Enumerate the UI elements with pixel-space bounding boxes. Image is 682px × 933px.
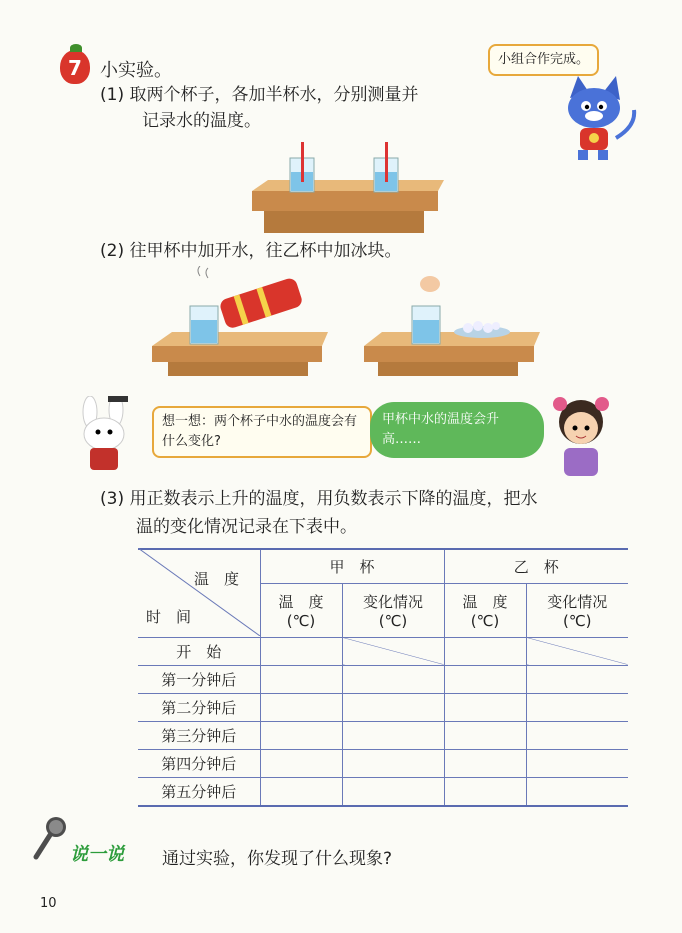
table-cell xyxy=(444,693,526,721)
section-number: 7 xyxy=(68,56,82,80)
cat-mascot-icon xyxy=(556,76,640,166)
step-1-line2: 记录水的温度。 xyxy=(142,111,261,131)
table-cell xyxy=(260,749,342,777)
step-3-line2: 温的变化情况记录在下表中。 xyxy=(136,517,357,537)
corner-bottom-label: 时 间 xyxy=(146,608,192,626)
table-cell xyxy=(526,749,628,777)
table-cell xyxy=(526,721,628,749)
table-cell xyxy=(342,665,444,693)
table-cell xyxy=(342,721,444,749)
subheader-name: 温 度 xyxy=(278,592,324,611)
subheader-unit: (℃) xyxy=(378,611,408,630)
temperature-record-table xyxy=(138,548,628,806)
subheader-unit: (℃) xyxy=(470,611,500,630)
hot-water-and-ice-illustration xyxy=(142,266,542,386)
group-work-bubble: 小组合作完成。 xyxy=(488,44,599,76)
microphone-icon xyxy=(30,815,70,860)
strawberry-leaf-icon xyxy=(70,44,82,52)
step-label: (1) xyxy=(100,85,125,105)
step-1 xyxy=(100,82,419,108)
table-cell xyxy=(444,749,526,777)
subheader-name: 变化情况 xyxy=(547,592,608,611)
data-table xyxy=(138,548,628,807)
table-cell xyxy=(260,637,342,665)
rabbit-mascot-icon xyxy=(72,396,138,476)
table-row xyxy=(138,693,628,721)
table-row xyxy=(138,749,628,777)
table-cell xyxy=(260,721,342,749)
table-cell xyxy=(526,693,628,721)
two-cups-on-table-illustration xyxy=(238,136,448,236)
table-row xyxy=(138,777,628,806)
row-label: 第二分钟后 xyxy=(138,693,260,721)
table-cell xyxy=(260,777,342,806)
table-corner-header xyxy=(138,549,260,637)
table-row xyxy=(138,637,628,665)
table-cell xyxy=(444,721,526,749)
table-cell xyxy=(342,749,444,777)
subheader xyxy=(526,583,628,637)
subheader xyxy=(444,583,526,637)
think-bubble: 想一想：两个杯子中水的温度会有什么变化? xyxy=(152,406,372,458)
page-number: 10 xyxy=(40,896,57,911)
subheader xyxy=(260,583,342,637)
table-cell xyxy=(526,665,628,693)
table-cell xyxy=(444,637,526,665)
step-text: 用正数表示上升的温度，用负数表示下降的温度，把水 xyxy=(129,489,538,509)
step-text: 往甲杯中加开水，往乙杯中加冰块。 xyxy=(129,241,402,261)
answer-bubble: 甲杯中水的温度会升高…… xyxy=(370,402,544,458)
row-label: 第一分钟后 xyxy=(138,665,260,693)
step-3 xyxy=(100,486,538,512)
section-number-badge xyxy=(60,50,90,84)
table-row xyxy=(138,665,628,693)
table-cell-struck xyxy=(526,637,628,665)
table-cell xyxy=(260,693,342,721)
step-label: (3) xyxy=(100,489,125,509)
subheader-unit: (℃) xyxy=(562,611,592,630)
corner-top-label: 温 度 xyxy=(194,570,240,588)
row-label: 第五分钟后 xyxy=(138,777,260,806)
row-label: 第三分钟后 xyxy=(138,721,260,749)
group-header-yi: 乙 杯 xyxy=(444,549,628,583)
step-text: 取两个杯子，各加半杯水，分别测量并 xyxy=(129,85,419,105)
table-row xyxy=(138,721,628,749)
table-cell xyxy=(444,777,526,806)
girl-character-icon xyxy=(546,392,616,478)
say-section-label: 说一说 xyxy=(70,844,124,865)
section-title: 小实验。 xyxy=(100,60,172,81)
say-section-text: 通过实验，你发现了什么现象? xyxy=(162,849,393,869)
subheader xyxy=(342,583,444,637)
subheader-name: 温 度 xyxy=(462,592,508,611)
row-label: 第四分钟后 xyxy=(138,749,260,777)
table-cell xyxy=(342,777,444,806)
table-cell xyxy=(342,693,444,721)
table-cell xyxy=(526,777,628,806)
subheader-name: 变化情况 xyxy=(362,592,423,611)
table-cell xyxy=(260,665,342,693)
table-cell xyxy=(444,665,526,693)
subheader-unit: (℃) xyxy=(286,611,316,630)
group-header-jia: 甲 杯 xyxy=(260,549,444,583)
step-2 xyxy=(100,238,402,264)
table-cell-struck xyxy=(342,637,444,665)
step-label: (2) xyxy=(100,241,125,261)
row-label: 开 始 xyxy=(138,637,260,665)
